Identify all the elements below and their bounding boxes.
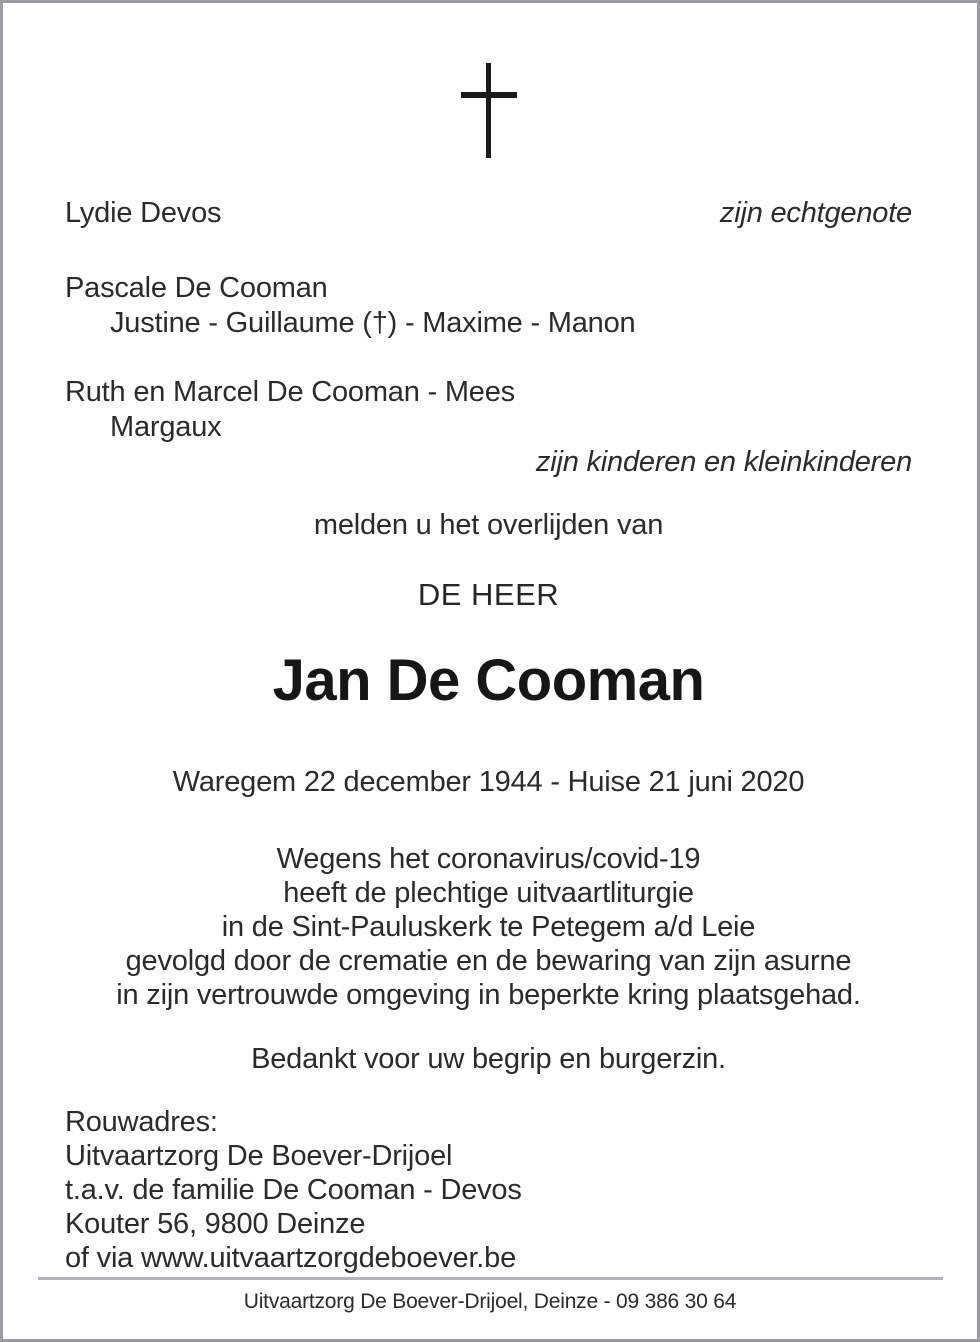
cross-horizontal-bar <box>461 92 517 98</box>
covid-line: in zijn vertrouwde omgeving in beperkte kring plaatsgehad. <box>116 979 861 1011</box>
children-caption: zijn kinderen en kleinkinderen <box>535 446 912 478</box>
child-group-sub: Margaux <box>110 411 222 443</box>
mourning-address-label: Rouwadres: <box>65 1106 218 1138</box>
spouse-name: Lydie Devos <box>65 197 222 229</box>
covid-line: in de Sint-Pauluskerk te Petegem a/d Leie <box>221 911 756 943</box>
card-content <box>3 63 977 1275</box>
cross-vertical-bar <box>486 63 491 158</box>
deceased-name: Jan De Cooman <box>272 648 705 713</box>
child-group-head: Pascale De Cooman <box>65 272 328 304</box>
child-group-head: Ruth en Marcel De Cooman - Mees <box>65 376 515 408</box>
latin-cross-icon <box>461 63 517 158</box>
thanks-line: Bedankt voor uw begrip en burgerzin. <box>251 1043 726 1075</box>
covid-line: heeft de plechtige uitvaartliturgie <box>283 877 694 909</box>
child-group <box>65 271 912 341</box>
covid-line: gevolgd door de crematie en de bewaring van zijn asurne <box>125 945 852 977</box>
life-dates: Waregem 22 december 1944 - Huise 21 juni 2020 <box>172 766 805 798</box>
spouse-relation: zijn echtgenote <box>719 197 912 229</box>
mourning-address <box>65 1105 912 1275</box>
covid-line: Wegens het coronavirus/covid-19 <box>276 843 701 875</box>
announcement-intro: melden u het overlijden van <box>313 509 664 541</box>
spouse-row <box>65 196 912 231</box>
child-group <box>65 375 912 445</box>
mourning-address-line: of via www.uitvaartzorgdeboever.be <box>65 1242 517 1274</box>
covid-notice <box>65 842 912 1012</box>
child-group-sub: Justine - Guillaume (†) - Maxime - Manon <box>110 307 636 339</box>
footer-text: Uitvaartzorg De Boever-Drijoel, Deinze - 09 386 30 64 <box>243 1290 737 1313</box>
footer-divider <box>38 1277 943 1280</box>
mourning-address-line: Uitvaartzorg De Boever-Drijoel <box>65 1140 453 1172</box>
mourning-address-line: t.a.v. de familie De Cooman - Devos <box>65 1174 522 1206</box>
mourning-address-line: Kouter 56, 9800 Deinze <box>65 1208 366 1240</box>
deceased-title: DE HEER <box>417 577 560 612</box>
